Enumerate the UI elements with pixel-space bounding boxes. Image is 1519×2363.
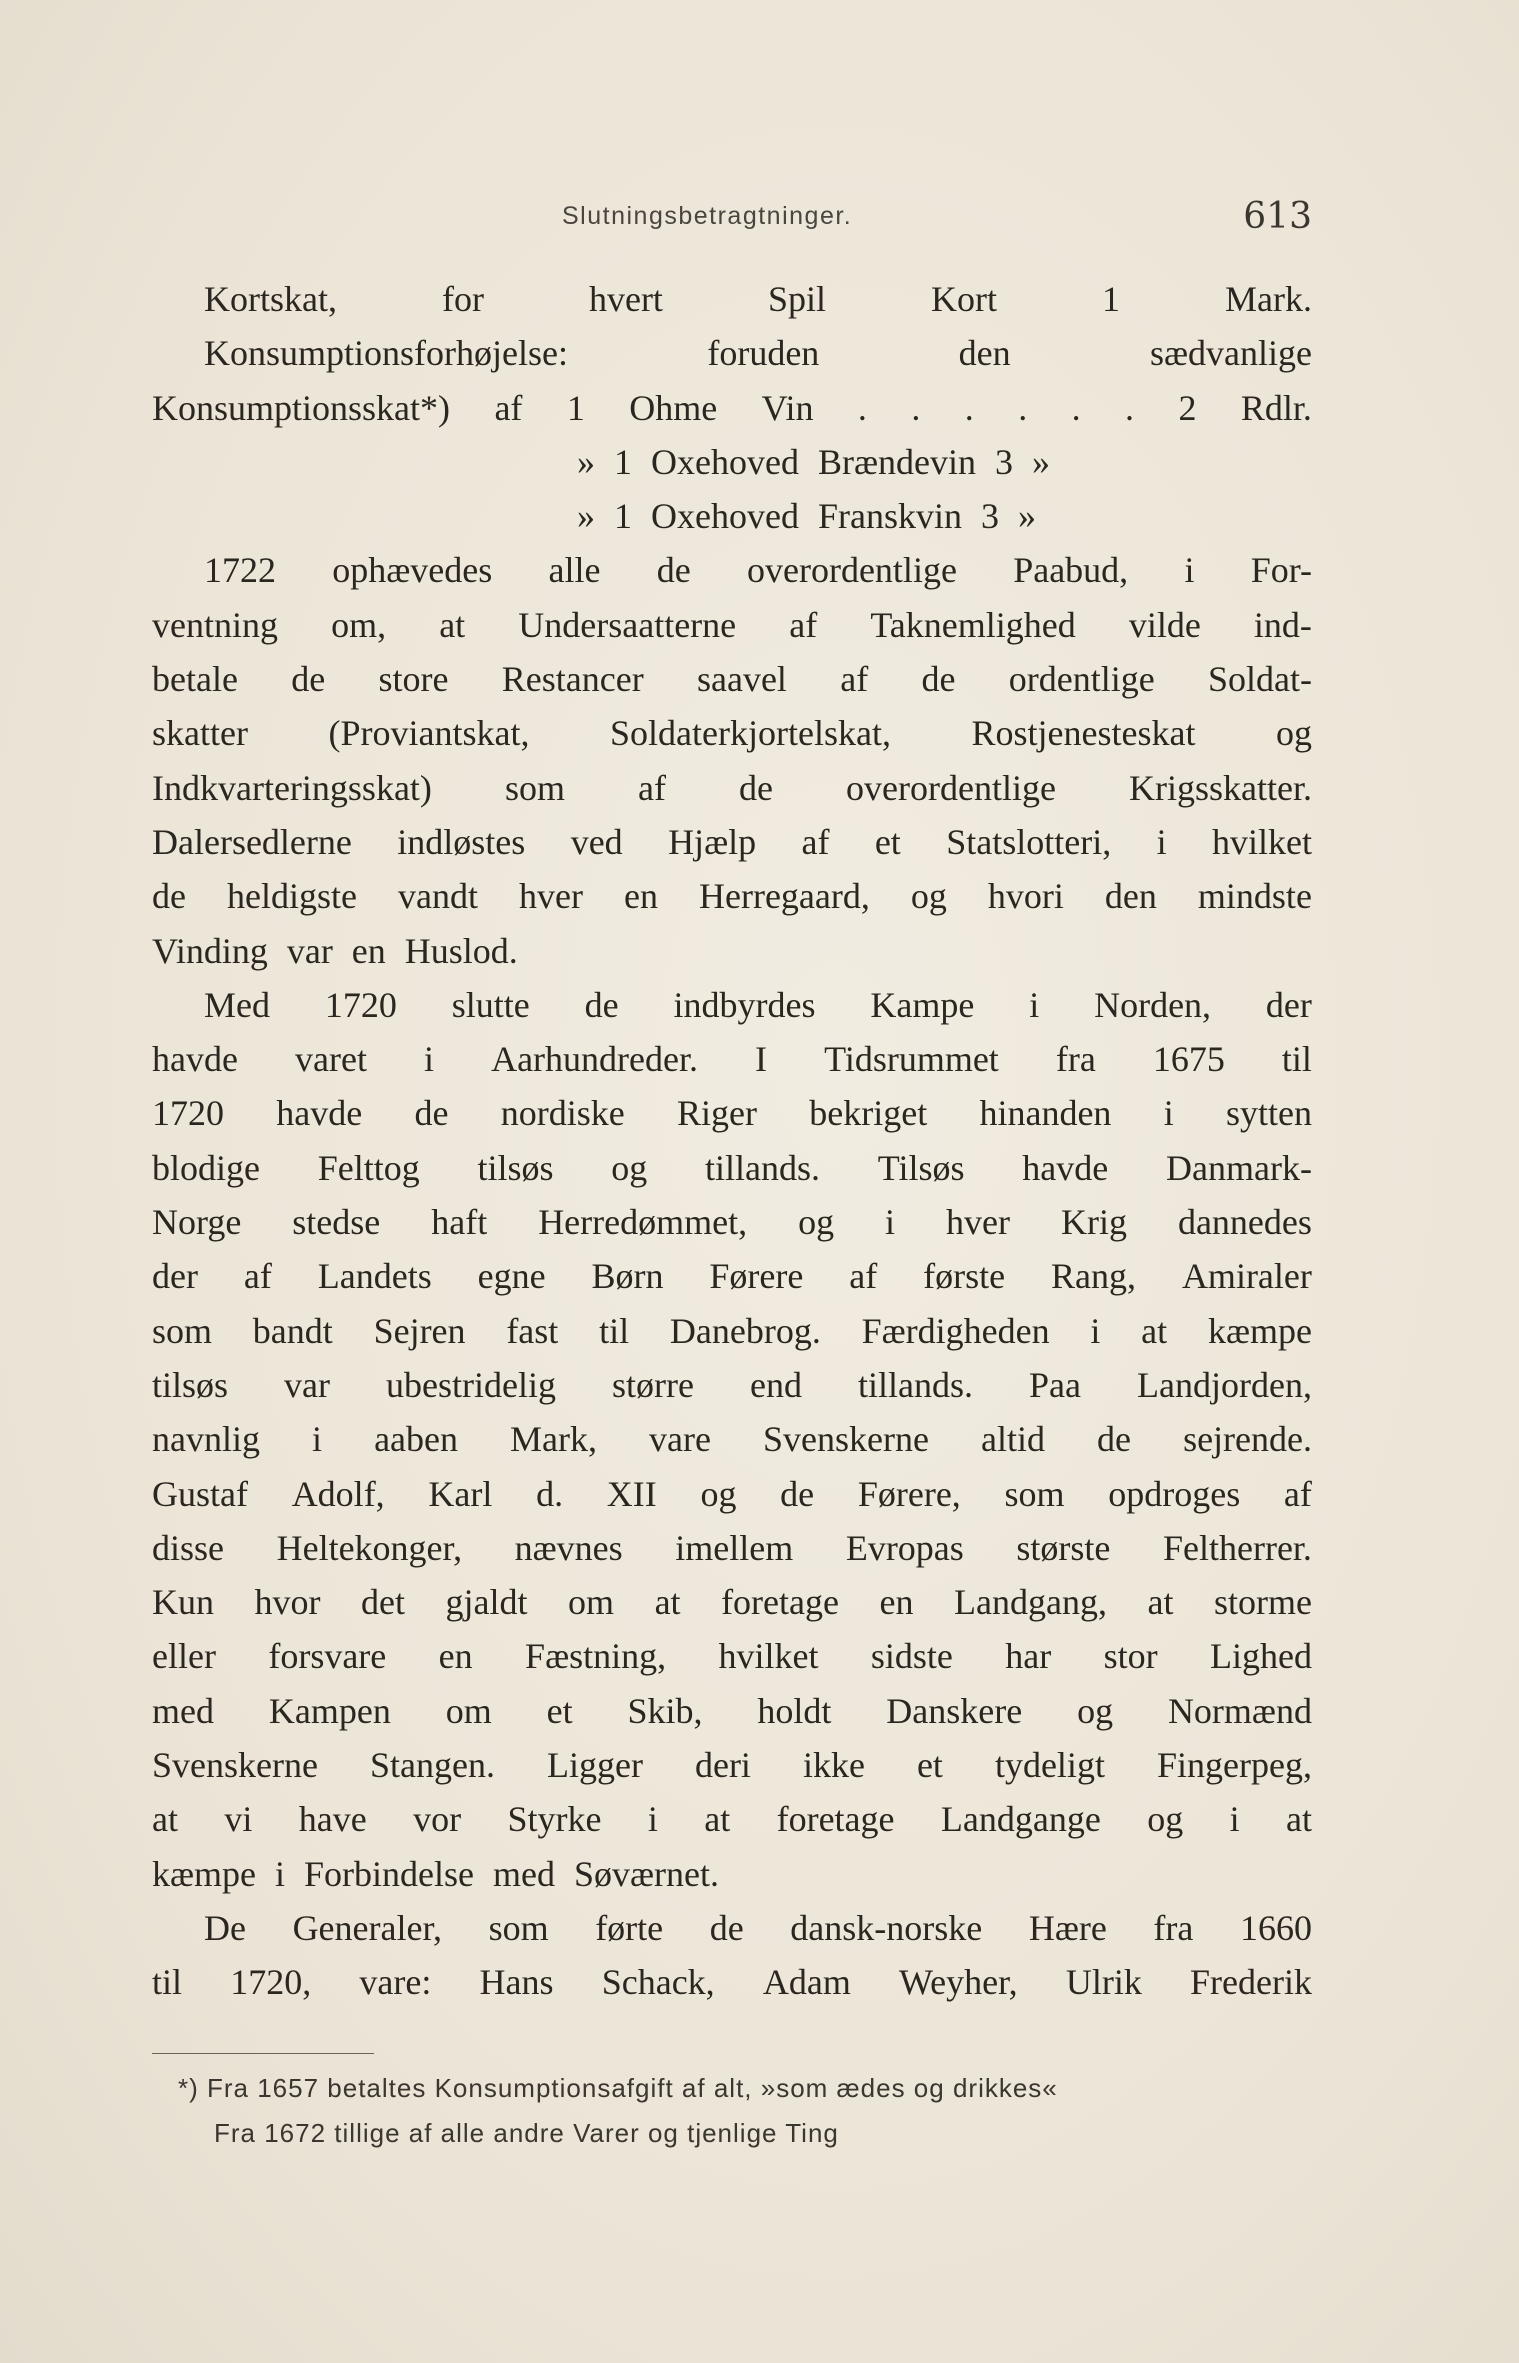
text-line: ventning om, at Undersaatterne af Taknemlighed vilde ind-	[152, 604, 1312, 645]
text-line: blodige Felttog tilsøs og tillands. Tilsøs havde Danmark-	[152, 1147, 1312, 1188]
text-line: 1720 havde de nordiske Riger bekriget hinanden i sytten	[152, 1093, 1312, 1134]
body-text	[152, 272, 1312, 2010]
text-line: disse Heltekonger, nævnes imellem Evropas største Feltherrer.	[152, 1527, 1312, 1568]
text-line: Dalersedlerne indløstes ved Hjælp af et Statslotteri, i hvilket	[152, 821, 1312, 862]
text-line: De Generaler, som førte de dansk-norske Hære fra 1660	[204, 1907, 1312, 1948]
text-line: tilsøs var ubestridelig større end tillands. Paa Landjorden,	[152, 1364, 1312, 1405]
text-line: Gustaf Adolf, Karl d. XII og de Førere, som opdroges af	[152, 1473, 1312, 1514]
text-line: » 1 Oxehoved Brændevin 3 »	[577, 441, 1050, 482]
text-line: havde varet i Aarhundreder. I Tidsrummet fra 1675 til	[152, 1039, 1312, 1080]
text-line: med Kampen om et Skib, holdt Danskere og Normænd	[152, 1690, 1312, 1731]
text-line: navnlig i aaben Mark, vare Svenskerne altid de sejrende.	[152, 1419, 1312, 1460]
text-line: eller forsvare en Fæstning, hvilket sidste har stor Lighed	[152, 1636, 1312, 1677]
text-line: skatter (Proviantskat, Soldaterkjortelskat, Rostjenesteskat og	[152, 713, 1312, 754]
text-line: Kun hvor det gjaldt om at foretage en Landgang, at storme	[152, 1582, 1312, 1623]
text-line: Indkvarteringsskat) som af de overordentlige Krigsskatter.	[152, 767, 1312, 808]
running-head: Slutningsbetragtninger.	[562, 202, 853, 230]
text-line: Norge stedse haft Herredømmet, og i hver Krig dannedes	[152, 1202, 1312, 1243]
footnote	[178, 2066, 1298, 2156]
footnote-rule	[152, 2053, 374, 2054]
text-line: Med 1720 slutte de indbyrdes Kampe i Norden, der	[204, 984, 1312, 1025]
text-line: » 1 Oxehoved Franskvin 3 »	[577, 496, 1036, 537]
text-line: som bandt Sejren fast til Danebrog. Færdigheden i at kæmpe	[152, 1310, 1312, 1351]
text-line: Kortskat, for hvert Spil Kort 1 Mark.	[204, 279, 1312, 319]
text-line: der af Landets egne Børn Førere af første Rang, Amiraler	[152, 1256, 1312, 1297]
text-line: Vinding var en Huslod.	[152, 930, 518, 971]
text-line: at vi have vor Styrke i at foretage Landgange og i at	[152, 1799, 1312, 1840]
page-number: 613	[1243, 196, 1312, 237]
text-line: til 1720, vare: Hans Schack, Adam Weyher, Ulrik Frederik	[152, 1962, 1312, 2003]
text-line: Konsumptionsskat*) af 1 Ohme Vin . . . . . . 2 Rdlr.	[152, 387, 1312, 428]
text-line: 1722 ophævedes alle de overordentlige Paabud, i For-	[204, 550, 1312, 591]
text-line: kæmpe i Forbindelse med Søværnet.	[152, 1853, 719, 1894]
footnote-line-1: *) Fra 1657 betaltes Konsumptionsafgift af alt, »som ædes og drikkes«	[178, 2073, 1058, 2103]
text-line: Svenskerne Stangen. Ligger deri ikke et tydeligt Fingerpeg,	[152, 1745, 1312, 1786]
text-line: Konsumptionsforhøjelse: foruden den sædvanlige	[204, 333, 1312, 374]
text-line: betale de store Restancer saavel af de ordentlige Soldat-	[152, 659, 1312, 700]
page-header	[152, 196, 1312, 246]
text-line: de heldigste vandt hver en Herregaard, og hvori den mindste	[152, 876, 1312, 917]
footnote-line-2: Fra 1672 tillige af alle andre Varer og tjenlige Ting	[214, 2118, 839, 2148]
